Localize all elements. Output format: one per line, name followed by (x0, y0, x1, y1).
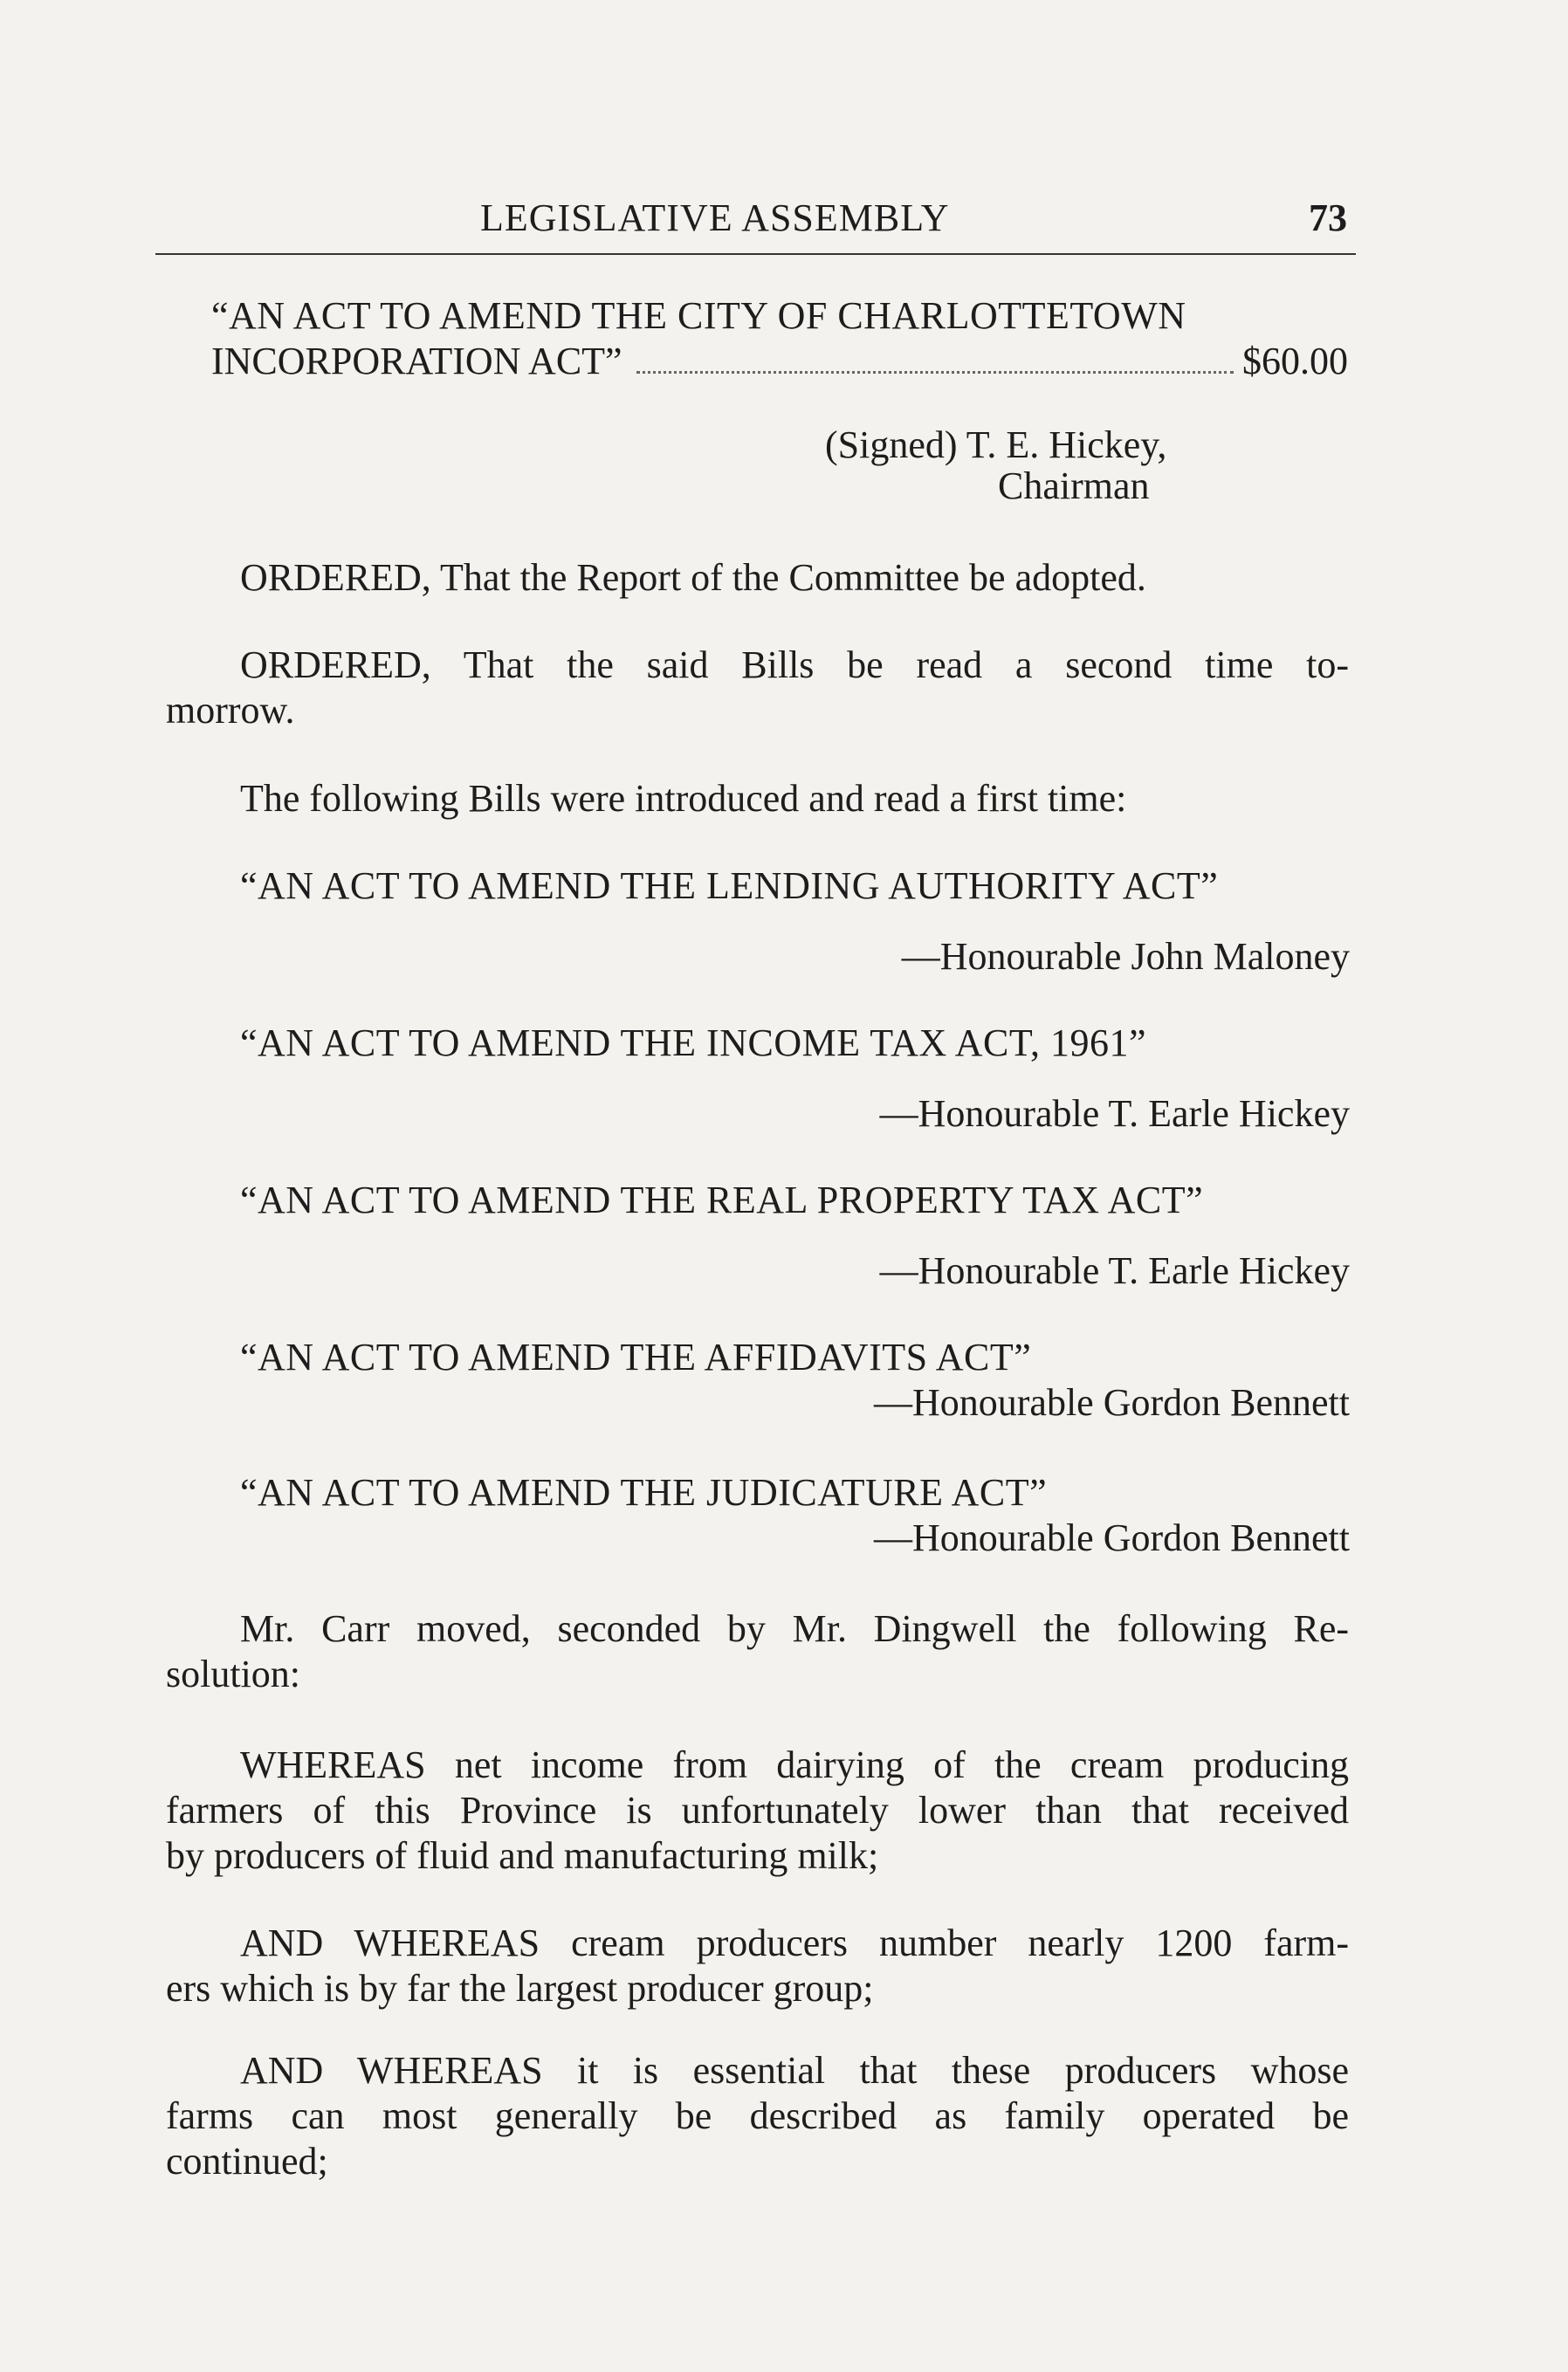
bill-sponsor: —Honourable T. Earle Hickey (879, 1092, 1350, 1135)
bill-sponsor: —Honourable Gordon Bennett (874, 1381, 1350, 1424)
ordered-second-reading-line1: ORDERED, That the said Bills be read a second time to- (240, 643, 1349, 686)
signature-title: Chairman (998, 464, 1150, 507)
whereas-paragraph-2 (166, 1921, 1349, 2011)
report-item-amount: $60.00 (1242, 340, 1348, 382)
bill-title: “AN ACT TO AMEND THE INCOME TAX ACT, 1961” (240, 1021, 1147, 1064)
report-item-line2 (211, 342, 1348, 381)
page-header (155, 190, 1356, 255)
whereas3-line2: farms can most generally be described as family operated be (166, 2094, 1349, 2137)
whereas-paragraph-1 (166, 1743, 1349, 1879)
whereas-paragraph-3 (166, 2048, 1349, 2184)
whereas1-line3: by producers of fluid and manufacturing milk; (166, 1834, 879, 1877)
bill-sponsor: —Honourable T. Earle Hickey (879, 1249, 1350, 1292)
bills-intro: The following Bills were introduced and read a first time: (240, 777, 1127, 820)
ordered-second-reading (166, 643, 1349, 733)
motion-paragraph (166, 1606, 1349, 1697)
bill-sponsor: —Honourable John Maloney (901, 935, 1350, 978)
motion-line2: solution: (166, 1653, 301, 1695)
motion-line1: Mr. Carr moved, seconded by Mr. Dingwell the following Re- (240, 1607, 1349, 1650)
bill-title: “AN ACT TO AMEND THE JUDICATURE ACT” (240, 1471, 1048, 1514)
whereas1-line1: WHEREAS net income from dairying of the cream producing (240, 1743, 1349, 1786)
bill-title: “AN ACT TO AMEND THE AFFIDAVITS ACT” (240, 1336, 1032, 1379)
report-item-line1: “AN ACT TO AMEND THE CITY OF CHARLOTTETOWN (211, 294, 1186, 337)
header-title: LEGISLATIVE ASSEMBLY (480, 196, 950, 239)
whereas2-line2: ers which is by far the largest producer group; (166, 1967, 874, 2010)
bill-title: “AN ACT TO AMEND THE REAL PROPERTY TAX ACT” (240, 1179, 1204, 1221)
ordered-second-reading-line2: morrow. (166, 689, 295, 732)
signature-signed: (Signed) T. E. Hickey, (825, 423, 1167, 466)
whereas1-line2: farmers of this Province is unfortunately lower than that received (166, 1789, 1349, 1832)
bill-sponsor: —Honourable Gordon Bennett (874, 1516, 1350, 1559)
ordered-report-adopted: ORDERED, That the Report of the Committee be adopted. (240, 556, 1146, 599)
dot-leader (636, 371, 1234, 374)
bill-title: “AN ACT TO AMEND THE LENDING AUTHORITY ACT” (240, 864, 1219, 907)
report-item-title-end: INCORPORATION ACT” (211, 340, 622, 382)
page-number: 73 (1309, 196, 1347, 239)
whereas3-line3: continued; (166, 2140, 328, 2183)
whereas3-line1: AND WHEREAS it is essential that these producers whose (240, 2049, 1349, 2092)
whereas2-line1: AND WHEREAS cream producers number nearly 1200 farm- (240, 1922, 1349, 1964)
